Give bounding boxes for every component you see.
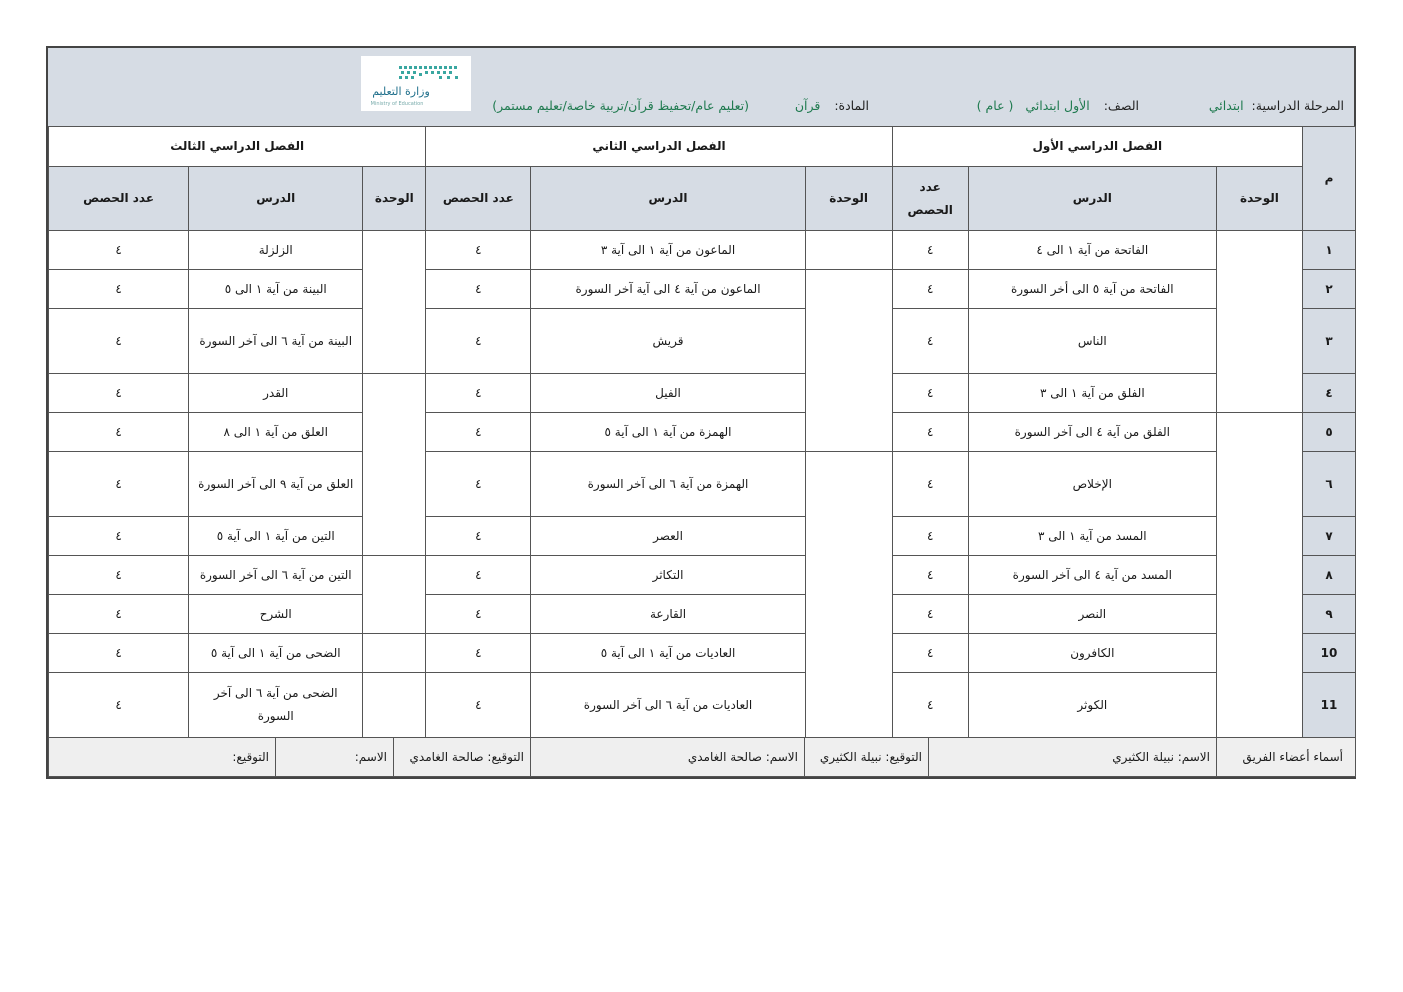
row-number: ٣	[1302, 309, 1355, 374]
s2-count: ٤	[426, 413, 531, 452]
table-row	[49, 231, 1356, 270]
grade-label: الصف:	[1103, 98, 1139, 113]
s1-lesson: المسد من آية ٤ الى آخر السورة	[968, 556, 1216, 595]
s3-unit-cell	[363, 374, 426, 556]
s1-lesson: الفاتحة من آية ١ الى ٤	[968, 231, 1216, 270]
s3-unit-cell	[363, 231, 426, 374]
logo-text-en: Ministry of Education	[370, 101, 424, 107]
s2-lesson: قريش	[531, 309, 805, 374]
s2-lesson: التكاثر	[531, 556, 805, 595]
team-footer-row	[49, 738, 1355, 776]
s2-count: ٤	[426, 673, 531, 738]
row-number: ٦	[1302, 452, 1355, 517]
s1-count: ٤	[892, 374, 968, 413]
stage-label-text: المرحلة الدراسية:	[1251, 98, 1344, 113]
s1-count: ٤	[892, 556, 968, 595]
logo-text-ar: وزارة التعليم	[372, 85, 430, 98]
curriculum-table	[48, 126, 1356, 777]
member-1-name: الاسم: نبيلة الكثيري	[928, 738, 1216, 776]
s2-unit-cell	[805, 231, 892, 270]
member-2-signature: التوقيع: صالحة الغامدي	[393, 738, 530, 776]
s3-count: ٤	[49, 452, 189, 517]
row-number: ٧	[1302, 517, 1355, 556]
s1-unit-header: الوحدة	[1216, 167, 1302, 231]
s3-count: ٤	[49, 231, 189, 270]
s3-lesson-header: الدرس	[189, 167, 363, 231]
member-2-name: الاسم: صالحة الغامدي	[530, 738, 804, 776]
row-number: ١	[1302, 231, 1355, 270]
subject-info	[795, 98, 869, 113]
s1-count: ٤	[892, 595, 968, 634]
s3-unit-cell	[363, 556, 426, 634]
s1-count: ٤	[892, 309, 968, 374]
s2-unit-cell	[805, 270, 892, 452]
table-row	[49, 309, 1356, 374]
s2-lesson: الماعون من آية ١ الى آية ٣	[531, 231, 805, 270]
s3-lesson: البينة من آية ٦ الى آخر السورة	[189, 309, 363, 374]
s3-lesson: الضحى من آية ١ الى آية ٥	[189, 634, 363, 673]
s1-count: ٤	[892, 517, 968, 556]
s1-lesson: الكوثر	[968, 673, 1216, 738]
table-row	[49, 374, 1356, 413]
table-row	[49, 452, 1356, 517]
s1-unit-cell	[1216, 231, 1302, 413]
row-number: ٨	[1302, 556, 1355, 595]
s1-count: ٤	[892, 270, 968, 309]
s2-count: ٤	[426, 231, 531, 270]
table-row	[49, 270, 1356, 309]
s1-lesson: الناس	[968, 309, 1216, 374]
s1-lesson: الفلق من آية ٤ الى آخر السورة	[968, 413, 1216, 452]
stage-label	[1209, 98, 1344, 113]
ministry-logo	[361, 56, 471, 111]
s2-lesson: العاديات من آية ٦ الى آخر السورة	[531, 673, 805, 738]
s1-lesson: الإخلاص	[968, 452, 1216, 517]
row-number: ٢	[1302, 270, 1355, 309]
member-3-name: الاسم:	[275, 738, 393, 776]
index-header: م	[1302, 127, 1355, 231]
table-body	[49, 231, 1356, 738]
s1-count-header: عدد الحصص	[892, 167, 968, 231]
table-row	[49, 556, 1356, 595]
table-row	[49, 634, 1356, 673]
grade-type: ( عام )	[976, 98, 1014, 113]
s2-count: ٤	[426, 374, 531, 413]
s3-unit-cell	[363, 634, 426, 673]
s1-lesson: الفاتحة من آية ٥ الى أخر السورة	[968, 270, 1216, 309]
semester-3-header: الفصل الدراسي الثالث	[49, 127, 426, 167]
s3-unit-cell	[363, 673, 426, 738]
s2-lesson: العصر	[531, 517, 805, 556]
stage-value: ابتدائي	[1208, 98, 1244, 113]
s2-lesson: القارعة	[531, 595, 805, 634]
s1-lesson: النصر	[968, 595, 1216, 634]
semester-2-header: الفصل الدراسي الثاني	[426, 127, 892, 167]
s1-lesson: الكافرون	[968, 634, 1216, 673]
table-row	[49, 517, 1356, 556]
row-number: ٤	[1302, 374, 1355, 413]
grade-value: الأول ابتدائي	[1025, 98, 1090, 113]
s2-count: ٤	[426, 556, 531, 595]
s2-count-header: عدد الحصص	[426, 167, 531, 231]
row-number: 10	[1302, 634, 1355, 673]
table-row	[49, 673, 1356, 738]
s3-lesson: التين من آية ٦ الى آخر السورة	[189, 556, 363, 595]
grade-info	[977, 98, 1139, 113]
s1-count: ٤	[892, 634, 968, 673]
s1-lesson-header: الدرس	[968, 167, 1216, 231]
track-options: (تعليم عام/تحفيظ قرآن/تربية خاصة/تعليم مستمر)	[492, 98, 749, 113]
team-footer	[49, 738, 1356, 777]
s3-count: ٤	[49, 517, 189, 556]
s1-count: ٤	[892, 452, 968, 517]
s3-lesson: الزلزلة	[189, 231, 363, 270]
s2-count: ٤	[426, 634, 531, 673]
team-label: أسماء أعضاء الفريق	[1216, 738, 1355, 776]
row-number: ٩	[1302, 595, 1355, 634]
member-3-signature: التوقيع:	[232, 749, 269, 764]
s3-lesson: التين من آية ١ الى آية ٥	[189, 517, 363, 556]
s3-count: ٤	[49, 270, 189, 309]
s3-count: ٤	[49, 309, 189, 374]
row-number: ٥	[1302, 413, 1355, 452]
s2-lesson: الماعون من آية ٤ الى آية آخر السورة	[531, 270, 805, 309]
s1-count: ٤	[892, 413, 968, 452]
s3-count-header: عدد الحصص	[49, 167, 189, 231]
s2-count: ٤	[426, 309, 531, 374]
s2-lesson: الفيل	[531, 374, 805, 413]
table-row	[49, 413, 1356, 452]
s1-count: ٤	[892, 231, 968, 270]
header-band	[48, 48, 1354, 127]
s3-unit-header: الوحدة	[363, 167, 426, 231]
subject-label: المادة:	[834, 98, 869, 113]
row-number: 11	[1302, 673, 1355, 738]
s2-lesson: الهمزة من آية ١ الى آية ٥	[531, 413, 805, 452]
s3-count: ٤	[49, 413, 189, 452]
s3-count: ٤	[49, 595, 189, 634]
s2-lesson: الهمزة من آية ٦ الى آخر السورة	[531, 452, 805, 517]
s2-lesson: العاديات من آية ١ الى آية ٥	[531, 634, 805, 673]
s2-count: ٤	[426, 517, 531, 556]
s2-lesson-header: الدرس	[531, 167, 805, 231]
s3-lesson: الشرح	[189, 595, 363, 634]
s1-count: ٤	[892, 673, 968, 738]
table-row	[49, 595, 1356, 634]
s2-count: ٤	[426, 270, 531, 309]
s3-count: ٤	[49, 374, 189, 413]
plan-sheet	[46, 46, 1356, 779]
s3-lesson: الضحى من آية ٦ الى آخر السورة	[189, 673, 363, 738]
member-1-signature: التوقيع: نبيلة الكثيري	[804, 738, 928, 776]
subject-value: قرآن	[794, 98, 821, 113]
s3-lesson: العلق من آية ٩ الى آخر السورة	[189, 452, 363, 517]
s3-lesson: البينة من آية ١ الى ٥	[189, 270, 363, 309]
ministry-logo-icon	[361, 56, 471, 111]
s1-lesson: المسد من آية ١ الى ٣	[968, 517, 1216, 556]
s2-count: ٤	[426, 452, 531, 517]
semester-1-header: الفصل الدراسي الأول	[892, 127, 1302, 167]
s3-lesson: العلق من آية ١ الى ٨	[189, 413, 363, 452]
s3-count: ٤	[49, 634, 189, 673]
s2-unit-header: الوحدة	[805, 167, 892, 231]
s3-lesson: القدر	[189, 374, 363, 413]
s2-unit-cell	[805, 452, 892, 738]
s2-count: ٤	[426, 595, 531, 634]
s3-count: ٤	[49, 673, 189, 738]
s1-unit-cell	[1216, 413, 1302, 738]
s3-count: ٤	[49, 556, 189, 595]
s1-lesson: الفلق من آية ١ الى ٣	[968, 374, 1216, 413]
